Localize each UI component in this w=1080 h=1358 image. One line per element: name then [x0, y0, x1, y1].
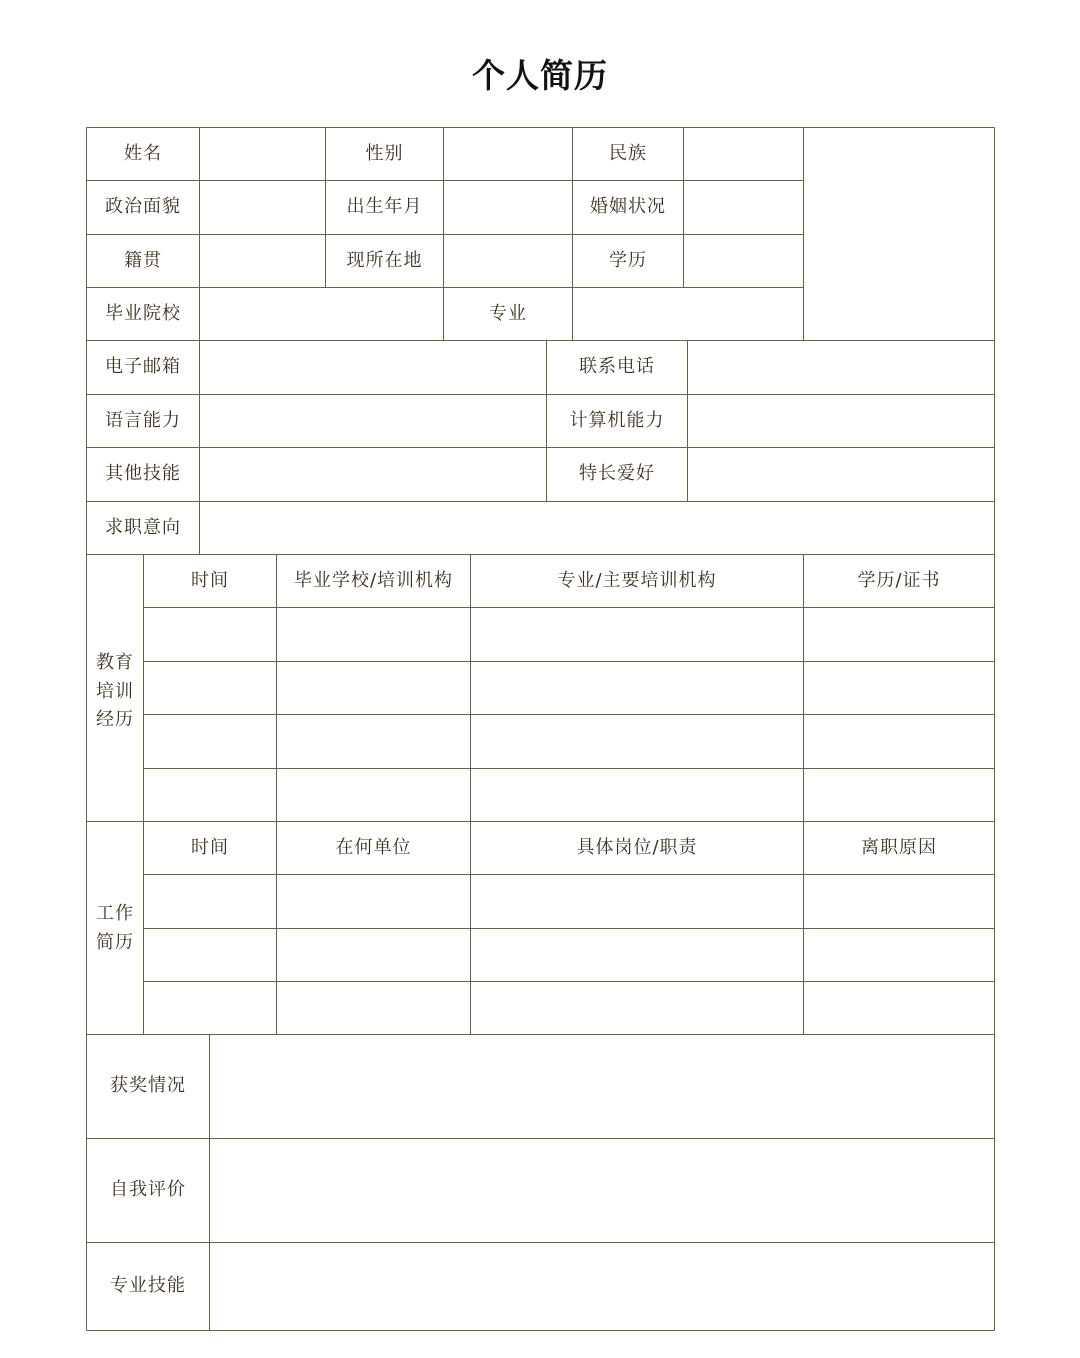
- page-title: 个人简历: [472, 56, 608, 95]
- field-name[interactable]: [200, 128, 325, 180]
- field-major[interactable]: [573, 288, 803, 340]
- photo-box[interactable]: [804, 128, 994, 340]
- label-phone: 联系电话: [579, 356, 655, 378]
- field-gender[interactable]: [444, 128, 572, 180]
- label-other-skills: 其他技能: [105, 463, 181, 485]
- work-header-time: 时间: [191, 836, 229, 858]
- label-education: 学历: [609, 249, 647, 271]
- label-birth-date: 出生年月: [346, 196, 423, 218]
- label-ethnicity: 民族: [609, 142, 647, 164]
- field-awards[interactable]: [210, 1035, 994, 1138]
- field-education[interactable]: [684, 235, 803, 287]
- field-political-status[interactable]: [200, 181, 325, 234]
- field-self-evaluation[interactable]: [210, 1139, 994, 1242]
- label-awards: 获奖情况: [110, 1075, 186, 1097]
- edu-header-degree: 学历/证书: [857, 569, 941, 591]
- field-ethnicity[interactable]: [684, 128, 803, 180]
- label-graduate-school: 毕业院校: [105, 302, 181, 324]
- field-email[interactable]: [200, 341, 546, 394]
- label-self-evaluation: 自我评价: [110, 1179, 186, 1201]
- field-birth-date[interactable]: [444, 181, 572, 234]
- field-graduate-school[interactable]: [200, 288, 443, 340]
- field-language-ability[interactable]: [200, 395, 546, 447]
- field-professional-skills[interactable]: [210, 1243, 994, 1330]
- label-hobbies: 特长爱好: [579, 463, 655, 485]
- field-current-location[interactable]: [444, 235, 572, 287]
- field-marital-status[interactable]: [684, 181, 803, 234]
- label-political-status: 政治面貌: [105, 196, 181, 218]
- label-major: 专业: [489, 302, 527, 324]
- work-header-company: 在何单位: [335, 836, 412, 858]
- label-current-location: 现所在地: [346, 249, 423, 271]
- label-job-intention: 求职意向: [105, 516, 181, 538]
- edu-header-major: 专业/主要培训机构: [557, 569, 717, 591]
- label-gender: 性别: [365, 142, 404, 164]
- label-language-ability: 语言能力: [105, 409, 181, 431]
- edu-header-time: 时间: [191, 569, 229, 591]
- work-header-position: 具体岗位/职责: [576, 836, 698, 858]
- field-phone[interactable]: [688, 341, 994, 394]
- label-name: 姓名: [124, 142, 162, 164]
- field-other-skills[interactable]: [200, 448, 546, 501]
- field-hobbies[interactable]: [688, 448, 994, 501]
- work-section-label: 工作简历: [96, 903, 134, 953]
- field-job-intention[interactable]: [200, 502, 994, 554]
- label-email: 电子邮箱: [105, 356, 181, 378]
- field-native-place[interactable]: [200, 235, 325, 287]
- field-computer-ability[interactable]: [688, 395, 994, 447]
- label-native-place: 籍贯: [124, 249, 162, 271]
- label-computer-ability: 计算机能力: [569, 409, 665, 431]
- label-marital-status: 婚姻状况: [590, 196, 666, 218]
- work-header-leave-reason: 离职原因: [861, 836, 937, 858]
- label-professional-skills: 专业技能: [110, 1275, 186, 1297]
- education-section-label: 教育培训经历: [96, 651, 134, 731]
- edu-header-school: 毕业学校/培训机构: [293, 569, 454, 591]
